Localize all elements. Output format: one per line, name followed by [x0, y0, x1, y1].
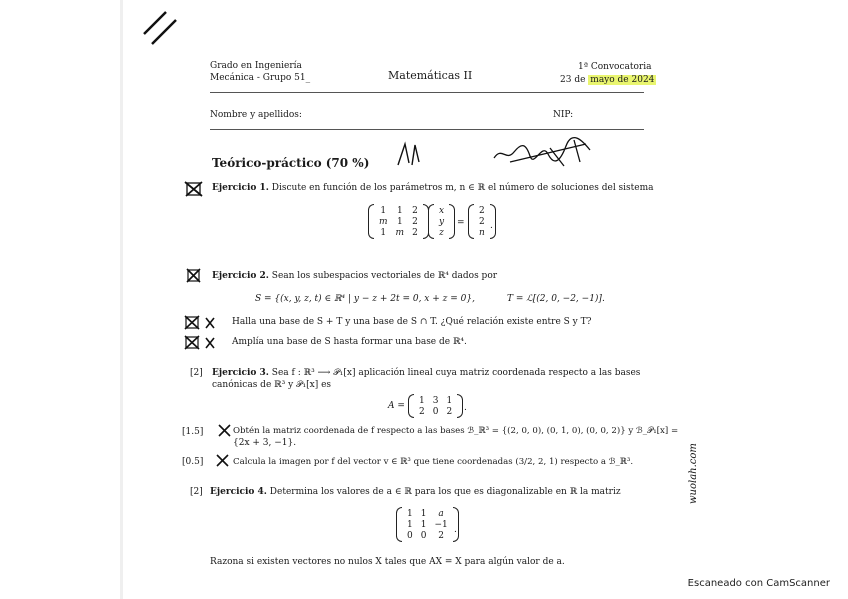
ex4-statement: Ejercicio 4. Determina los valores de a ∈ ℝ para los que es diagonalizable en ℝ la matriz	[210, 487, 621, 497]
ex3-matrix-A: 1 3 1 2 0 2	[408, 394, 463, 418]
ex4-period: .	[454, 525, 457, 535]
ex2-statement: Ejercicio 2. Sean los subespacios vectoriales de ℝ⁴ dados por	[212, 271, 498, 281]
ex3a-score: [1.5]	[182, 427, 204, 437]
camscanner-footer: Escaneado con CamScanner	[687, 578, 830, 589]
ex3-A-label: A =	[388, 401, 405, 411]
course-title: Matemáticas II	[388, 69, 473, 82]
ex3-period: .	[464, 403, 467, 413]
nip-label: NIP:	[553, 110, 574, 120]
ex2b-checkmark-icon	[184, 335, 224, 351]
handwritten-signature	[490, 136, 602, 170]
ex2-item-b: Amplía una base de S hasta formar una base de ℝ⁴.	[232, 337, 467, 347]
corner-slash-marks	[140, 8, 182, 48]
ex3-item-b: Calcula la imagen por f del vector v ∈ ℝ³ que tiene coordenadas (3/2, 2, 1) respecto a ℬ_ℝ³.	[233, 457, 634, 467]
date-highlight: mayo de 2024	[590, 75, 655, 85]
ex3b-checkmark-icon	[216, 454, 230, 468]
ex1-unknowns-vector: x y z	[428, 204, 455, 239]
exam-date: 23 de mayo de 2024	[560, 75, 655, 85]
ex3-item-a-line2: {2x + 3, −1}.	[233, 438, 297, 448]
ex1-statement: Ejercicio 1. Discute en función de los parámetros m, n ∈ ℝ el número de soluciones del sistema	[212, 183, 654, 193]
ex2-checkmark-icon	[186, 268, 202, 284]
ex1-checkmark-icon	[184, 180, 204, 198]
ex2-subspace-S: S = {(x, y, z, t) ∈ ℝ⁴ | y − z + 2t = 0, x + z = 0},	[255, 294, 475, 304]
name-rule	[210, 129, 644, 130]
ex1-coefficient-matrix: 1 1 2 m 1 2 1 m 2	[368, 204, 429, 239]
ex3-statement-line2: canónicas de ℝ³ y 𝒫₁[x] es	[212, 380, 332, 390]
ex4-score: [2]	[190, 487, 203, 497]
ex4-matrix: 1 1 a 1 1 −1 0 0 2	[396, 507, 459, 542]
ex3a-checkmark-icon	[218, 424, 232, 438]
ex3-score: [2]	[190, 368, 203, 378]
ex1-period: .	[490, 221, 493, 231]
handwritten-side-note: wuolah.com	[688, 443, 699, 504]
degree-line-1: Grado en Ingeniería	[210, 61, 302, 71]
ex4-final-question: Razona si existen vectores no nulos X tales que AX = X para algún valor de a.	[210, 557, 565, 567]
ex2-item-a: Halla una base de S + T y una base de S ∩ T. ¿Qué relación existe entre S y T?	[232, 317, 592, 327]
ex2a-checkmark-icon	[184, 315, 224, 331]
handwritten-initials	[396, 141, 424, 167]
ex1-rhs-vector: 2 2 n	[468, 204, 496, 239]
ex3b-score: [0.5]	[182, 457, 204, 467]
ex3-item-a-line1: Obtén la matriz coordenada de f respecto a las bases ℬ_ℝ³ = {(2, 0, 0), (0, 1, 0), (0, 0, 2)} y ℬ_𝒫₁[x] =	[233, 426, 679, 436]
ex2-subspace-T: T = ℒ[(2, 0, −2, −1)].	[507, 294, 605, 304]
paper-edge	[120, 0, 123, 599]
ex1-equals: =	[457, 218, 465, 228]
name-label: Nombre y apellidos:	[210, 110, 302, 120]
exam-call: 1ª Convocatoria	[578, 62, 652, 72]
section-title: Teórico-práctico (70 %)	[212, 156, 370, 170]
ex3-statement-line1: Ejercicio 3. Sea f : ℝ³ ⟶ 𝒫₁[x] aplicación lineal cuya matriz coordenada respecto a las bases	[212, 368, 641, 378]
degree-line-2: Mecánica - Grupo 51_	[210, 73, 311, 83]
header-rule	[210, 92, 644, 93]
